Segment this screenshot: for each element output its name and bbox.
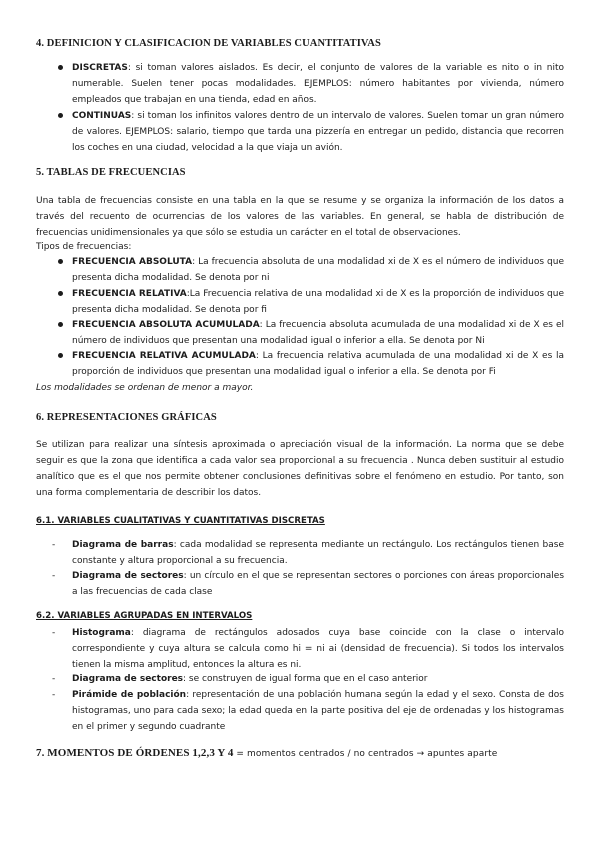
item-description: : un círculo en el que se representan sectores o porciones con áreas proporcionales a las frecuencias de cada clase [72, 571, 565, 597]
item-term: Diagrama de sectores [72, 674, 184, 684]
list-item-text [72, 348, 564, 380]
frequency-types-label: Tipos de frecuencias: [36, 242, 132, 252]
item-term: DISCRETAS [72, 63, 128, 73]
item-description: : si toman los infinitos valores dentro de un intervalo de valores. Suelen tomar un gran número de valores. EJEMPLOS: salario, tiempo que tarda una pizzería en entregar un pedido, distancia que recorren los coches en una ciudad, velocidad a la que viaja un avión. [72, 111, 564, 153]
list-item-text [72, 60, 564, 108]
list-item-text [72, 254, 564, 286]
list-item-discretas [36, 60, 564, 105]
item-description: : se construyen de igual forma que en el caso anterior [183, 674, 428, 684]
item-description: : La frecuencia absoluta de una modalidad xi de X es el número de individuos que presenta dicha modalidad. Se denota por ni [72, 257, 564, 283]
bullet-icon [58, 353, 63, 358]
item-term: Pirámide de población [72, 690, 187, 700]
section-7-note: = momentos centrados / no centrados → apuntes aparte [233, 749, 498, 759]
item-description: : La frecuencia absoluta acumulada de una modalidad xi de X es el número de individuos que presentan una modalidad igual o inferior a ella. Se denota por Ni [72, 320, 564, 346]
item-term: Histograma [72, 628, 131, 638]
item-term: Diagrama de sectores [72, 571, 184, 581]
list-item-text [72, 671, 564, 687]
order-note: Los modalidades se ordenan de menor a mayor. [36, 383, 254, 393]
bullet-icon [58, 291, 63, 296]
list-item-histograma [36, 625, 564, 673]
bullet-icon [58, 113, 63, 118]
list-item-frecuencia-relativa-acumulada [36, 348, 564, 380]
item-description: : si toman valores aislados. Es decir, el conjunto de valores de la variable es nito o in nito numerable. Suelen tener pocas modalidades. EJEMPLOS: número habitantes por vivienda, número empleados que trabajan en una tienda, edad en años. [72, 63, 564, 105]
item-term: Diagrama de barras [72, 540, 174, 550]
list-item-frecuencia-absoluta [36, 254, 564, 286]
list-item-text [72, 286, 564, 318]
dash-marker: - [52, 674, 56, 684]
item-term: FRECUENCIA RELATIVA [72, 289, 187, 299]
section-7-heading [36, 747, 497, 759]
section-6-heading: 6. REPRESENTACIONES GRÁFICAS [36, 412, 217, 423]
item-description: : cada modalidad se representa mediante un rectángulo. Los rectángulos tienen base constante y altura proporcional a su frecuencia. [72, 540, 564, 566]
list-item-text [72, 625, 564, 673]
section-6-intro: Se utilizan para realizar una síntesis aproximada o apreciación visual de la información. La norma que se debe seguir es que la zona que identifica a cada valor sea proporcional a su frecuencia . Nunca deben sustituir al estudio analítico que es el que nos permite obtener conclusiones definitivas sobre el fenómeno en estudio. Por tanto, son una forma complementaria de describir los datos. [36, 440, 564, 498]
item-description: :La Frecuencia relativa de una modalidad xi de X es la proporción de individuos que presenta dicha modalidad. Se denota por fi [72, 289, 564, 315]
item-description: : representación de una población humana según la edad y el sexo. Consta de dos histogramas, uno para cada sexo; la edad queda en la parte positiva del eje de ordenadas y los histogramas en el primer y segundo cuadrante [72, 690, 564, 732]
list-item-text [72, 108, 564, 156]
list-item-diagrama-sectores [36, 568, 564, 600]
list-item-frecuencia-relativa [36, 286, 564, 318]
subsection-6-1-heading: 6.1. VARIABLES CUALITATIVAS Y CUANTITATIVAS DISCRETAS [36, 516, 325, 526]
section-5-heading: 5. TABLAS DE FRECUENCIAS [36, 167, 186, 178]
dash-marker: - [52, 540, 56, 550]
dash-marker: - [52, 628, 56, 638]
dash-marker: - [52, 571, 56, 581]
section-4-heading: 4. DEFINICION Y CLASIFICACION DE VARIABLES CUANTITATIVAS [36, 38, 381, 49]
dash-marker: - [52, 690, 56, 700]
subsection-6-2-heading: 6.2. VARIABLES AGRUPADAS EN INTERVALOS [36, 611, 253, 621]
item-description: : La frecuencia relativa acumulada de una modalidad xi de X es la proporción de individuos que presentan una modalidad igual o inferior a ella. Se denota por Fi [72, 351, 565, 377]
list-item-text [72, 687, 564, 735]
list-item-text [72, 568, 564, 600]
list-item-text [72, 537, 564, 569]
list-item-continuas [36, 108, 564, 153]
item-term: FRECUENCIA ABSOLUTA [72, 257, 193, 267]
bullet-icon [58, 259, 63, 264]
list-item-diagrama-sectores-intervalos [36, 671, 564, 687]
item-term: FRECUENCIA ABSOLUTA ACUMULADA [72, 320, 260, 330]
list-item-piramide-poblacion [36, 687, 564, 735]
list-item-text [72, 317, 564, 349]
item-term: CONTINUAS [72, 111, 132, 121]
bullet-icon [58, 65, 63, 70]
bullet-icon [58, 322, 63, 327]
section-7-title: 7. MOMENTOS DE ÓRDENES 1,2,3 Y 4 [36, 747, 234, 759]
list-item-diagrama-barras [36, 537, 564, 569]
section-5-intro: Una tabla de frecuencias consiste en una tabla en la que se resume y se organiza la información de los datos a través del recuento de ocurrencias de los valores de las variables. En general, se habla de distribución de frecuencias unidimensionales ya que sólo se estudia un carácter en el total de observaciones. [36, 196, 564, 238]
item-term: FRECUENCIA RELATIVA ACUMULADA [72, 351, 256, 361]
list-item-frecuencia-absoluta-acumulada [36, 317, 564, 349]
item-description: : diagrama de rectángulos adosados cuya base coincide con la clase o intervalo correspondiente y cuya altura se calcula como hi = ni ai (densidad de frecuencia). Si todos los intervalos tienen la misma amplitud, entonces la altura es ni. [72, 628, 564, 670]
